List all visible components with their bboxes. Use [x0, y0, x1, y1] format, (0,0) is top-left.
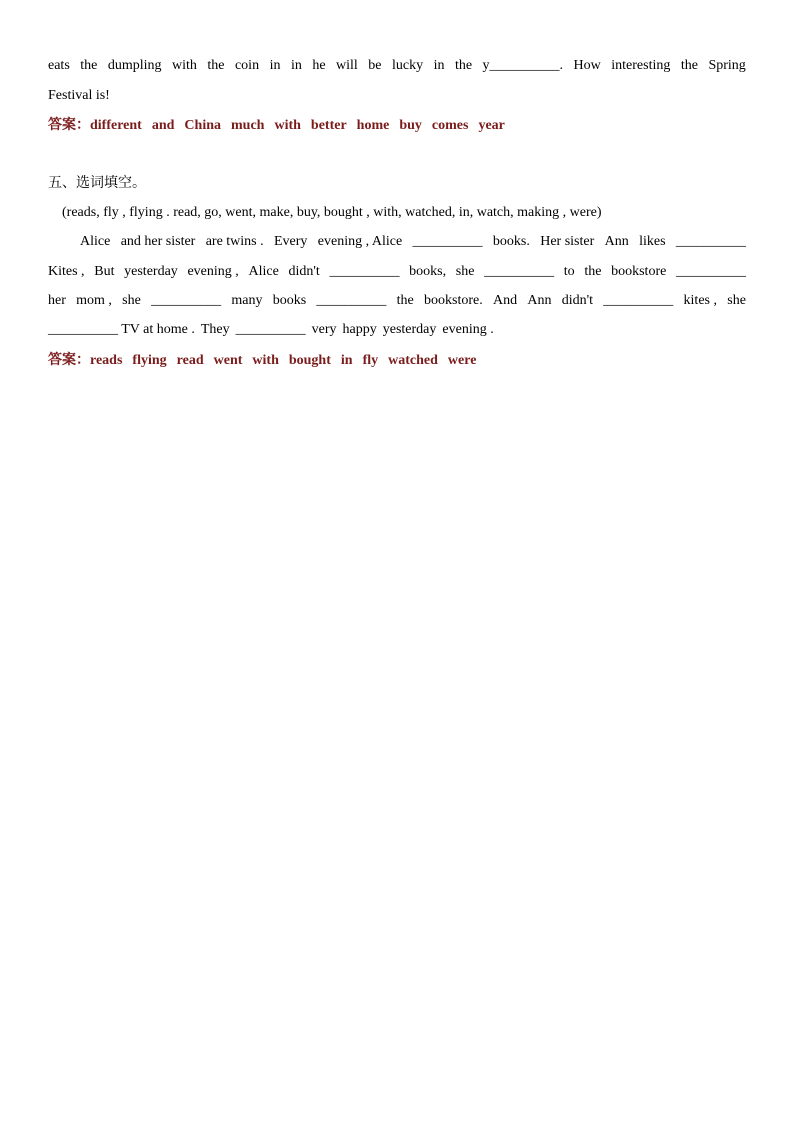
word: coin — [234, 58, 260, 73]
blank-field: __________ — [484, 264, 555, 279]
word: she — [455, 264, 475, 279]
word: dumpling — [107, 58, 162, 73]
exercise-line — [80, 232, 746, 252]
blank-field: __________ — [603, 293, 674, 308]
word: kites , — [683, 293, 717, 308]
word: evening . — [442, 322, 494, 337]
answer-word: better — [310, 118, 347, 133]
exercise-line — [48, 320, 746, 340]
word: But — [94, 264, 115, 279]
section-heading: 五、选词填空。 — [48, 175, 146, 191]
answer-word: and — [151, 118, 175, 133]
word: Spring — [708, 58, 746, 73]
word: Kites , — [48, 264, 85, 279]
paragraph-line — [48, 56, 746, 76]
word: many — [231, 293, 263, 308]
word: the — [396, 293, 414, 308]
word: her — [48, 293, 66, 308]
exercise-line — [48, 291, 746, 311]
answer-word: China — [184, 118, 221, 133]
blank-field: __________ — [316, 293, 387, 308]
answer-word: comes — [431, 118, 469, 133]
answer-line — [48, 115, 746, 136]
word: yesterday — [124, 264, 178, 279]
word: are twins . — [205, 234, 264, 249]
blank-field: __________ — [329, 264, 400, 279]
word: bookstore. — [424, 293, 483, 308]
exercise-line — [48, 262, 746, 282]
word: lucky — [391, 58, 424, 73]
word: happy — [342, 322, 377, 337]
word: evening , Alice — [317, 234, 403, 249]
blank-field: __________ — [676, 264, 746, 279]
word: And — [492, 293, 518, 308]
word: How — [573, 58, 601, 73]
blank-field: __________ — [151, 293, 222, 308]
answer-word: year — [478, 118, 505, 133]
word: in — [290, 58, 302, 73]
word: and her sister — [120, 234, 196, 249]
word: Alice — [80, 234, 111, 249]
word: Alice — [248, 264, 279, 279]
answer-word: much — [231, 118, 265, 133]
answer-word: in — [340, 353, 353, 368]
word: Every — [274, 234, 308, 249]
word: yesterday — [382, 322, 437, 337]
answer-line — [48, 350, 746, 371]
answer-word: fly — [362, 353, 379, 368]
word: eats — [48, 58, 70, 73]
word: Ann — [604, 234, 629, 249]
answer-label: 答案： — [48, 117, 90, 133]
answer-word: with — [274, 118, 301, 133]
answer-words — [90, 118, 515, 133]
word: books, — [409, 264, 447, 279]
answer-word: were — [447, 353, 477, 368]
word: books — [272, 293, 307, 308]
answer-word: with — [252, 353, 279, 368]
answer-word: flying — [132, 353, 167, 368]
word: the — [454, 58, 473, 73]
word: he — [312, 58, 326, 73]
blank-field: __________ — [412, 234, 483, 249]
blank-field: __________ — [675, 234, 746, 249]
word: she — [727, 293, 746, 308]
word: with — [172, 58, 197, 73]
word: didn't — [288, 264, 320, 279]
word: interesting — [611, 58, 671, 73]
word: y__________. — [482, 58, 564, 73]
word: in — [433, 58, 445, 73]
answer-words — [90, 353, 486, 368]
word: the — [680, 58, 698, 73]
word: Her sister — [540, 234, 595, 249]
answer-word: reads — [90, 353, 123, 368]
answer-word: read — [176, 353, 204, 368]
word: the — [80, 58, 98, 73]
word: Ann — [527, 293, 552, 308]
word: will — [336, 58, 358, 73]
blank-field: __________ — [235, 322, 306, 337]
paragraph-line: Festival is! — [48, 88, 110, 103]
answer-word: home — [356, 118, 390, 133]
word: very — [311, 322, 337, 337]
word: They — [200, 322, 230, 337]
answer-word: buy — [399, 118, 422, 133]
word: mom , — [76, 293, 112, 308]
word: __________ TV at home . — [48, 322, 195, 337]
word: books. — [492, 234, 530, 249]
word: the — [584, 264, 602, 279]
word: be — [368, 58, 382, 73]
word: she — [122, 293, 141, 308]
answer-word: bought — [288, 353, 331, 368]
word: bookstore — [611, 264, 667, 279]
word: evening , — [187, 264, 239, 279]
word: the — [207, 58, 225, 73]
answer-word: watched — [388, 353, 438, 368]
answer-word: went — [213, 353, 243, 368]
answer-word: different — [90, 118, 142, 133]
word-bank: (reads, fly , flying . read, go, went, make, buy, bought , with, watched, in, watch, making , were) — [62, 205, 602, 220]
word: in — [269, 58, 281, 73]
word: likes — [639, 234, 666, 249]
word: to — [563, 264, 575, 279]
answer-label: 答案： — [48, 352, 90, 368]
word: didn't — [561, 293, 594, 308]
